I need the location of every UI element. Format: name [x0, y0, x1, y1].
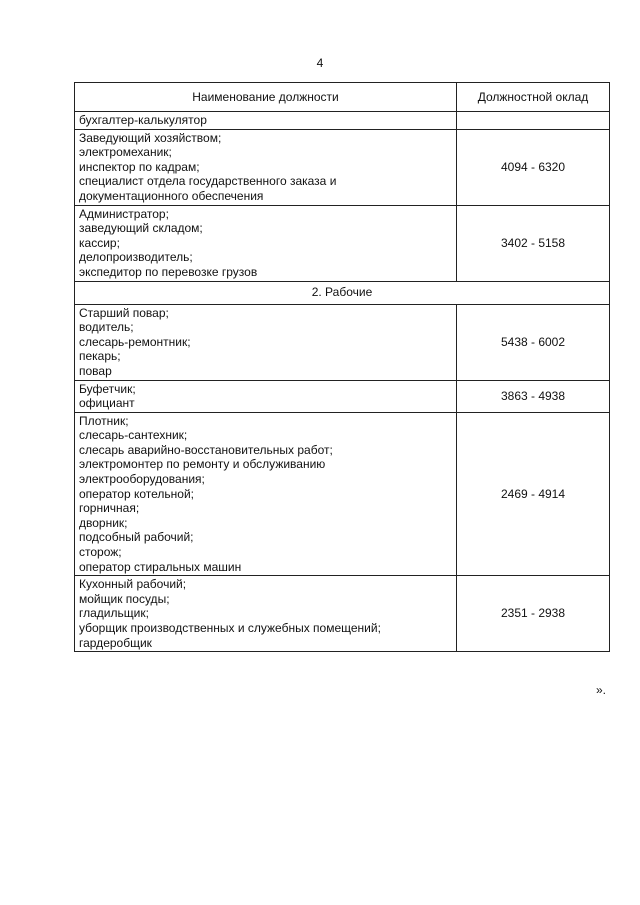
- salary-range-cell: [457, 112, 610, 130]
- position-names-cell: [75, 576, 457, 652]
- position-name: гардеробщик: [79, 635, 152, 650]
- table-row: [75, 205, 610, 281]
- position-names-cell: [75, 304, 457, 380]
- position-names-cell: [75, 380, 457, 412]
- position-name: оператор стиральных машин: [79, 559, 242, 574]
- position-name: Плотник;: [79, 413, 129, 428]
- salary-range-cell: 5438 - 6002: [457, 304, 610, 380]
- position-name: подсобный рабочий;: [79, 530, 194, 545]
- table-row: [75, 304, 610, 380]
- position-names-cell: [75, 129, 457, 205]
- position-name: электрооборудования;: [79, 472, 205, 487]
- position-name: документационного обеспечения: [79, 188, 264, 203]
- table-row: [75, 129, 610, 205]
- position-name: уборщик производственных и служебных помещений;: [79, 621, 381, 635]
- salary-column-header: Должностной оклад: [457, 83, 610, 112]
- position-column-header: Наименование должности: [75, 83, 457, 112]
- position-names-cell: [75, 112, 457, 130]
- position-name: инспектор по кадрам;: [79, 159, 200, 174]
- table-row: [75, 380, 610, 412]
- section-title: 2. Рабочие: [75, 281, 610, 304]
- position-name: пекарь;: [79, 349, 121, 364]
- position-name: водитель;: [79, 320, 134, 335]
- position-name: заведующий складом;: [79, 221, 203, 236]
- position-name: горничная;: [79, 501, 140, 516]
- position-name: дворник;: [79, 515, 128, 530]
- position-name: электромонтер по ремонту и обслуживанию: [79, 457, 326, 472]
- position-name: сторож;: [79, 545, 122, 560]
- position-name: электромеханик;: [79, 145, 172, 160]
- position-name: оператор котельной;: [79, 486, 194, 501]
- position-name: бухгалтер-калькулятор: [79, 113, 207, 127]
- position-name: экспедитор по перевозке грузов: [79, 264, 258, 279]
- position-name: слесарь-сантехник;: [79, 428, 188, 443]
- position-name: повар: [79, 363, 112, 378]
- position-names-cell: [75, 205, 457, 281]
- table-row: [75, 112, 610, 130]
- salary-range-cell: 2469 - 4914: [457, 412, 610, 576]
- salary-range-cell: 4094 - 6320: [457, 129, 610, 205]
- position-name: специалист отдела государственного заказа и: [79, 174, 337, 189]
- position-name: Старший повар;: [79, 305, 169, 320]
- position-name: делопроизводитель;: [79, 250, 193, 265]
- table-body: [75, 112, 610, 652]
- table-row: [75, 576, 610, 652]
- table-header-row: [75, 83, 610, 112]
- position-name: Заведующий хозяйством;: [79, 130, 222, 145]
- position-name: официант: [79, 396, 135, 411]
- closing-quote-mark: ».: [596, 683, 607, 697]
- salary-range-cell: 3402 - 5158: [457, 205, 610, 281]
- position-name: слесарь аварийно-восстановительных работ;: [79, 442, 333, 457]
- position-name: Кухонный рабочий;: [79, 577, 187, 592]
- salary-table: [74, 82, 610, 652]
- position-name: мойщик посуды;: [79, 591, 170, 606]
- position-name: Администратор;: [79, 206, 169, 221]
- position-name: слесарь-ремонтник;: [79, 334, 191, 349]
- position-name: кассир;: [79, 235, 120, 250]
- table-row: [75, 412, 610, 576]
- page-number: 4: [316, 56, 324, 70]
- salary-range-cell: 2351 - 2938: [457, 576, 610, 652]
- section-header-row: [75, 281, 610, 304]
- position-name: Буфетчик;: [79, 381, 136, 396]
- position-names-cell: [75, 412, 457, 576]
- salary-range-cell: 3863 - 4938: [457, 380, 610, 412]
- position-name: гладильщик;: [79, 606, 149, 621]
